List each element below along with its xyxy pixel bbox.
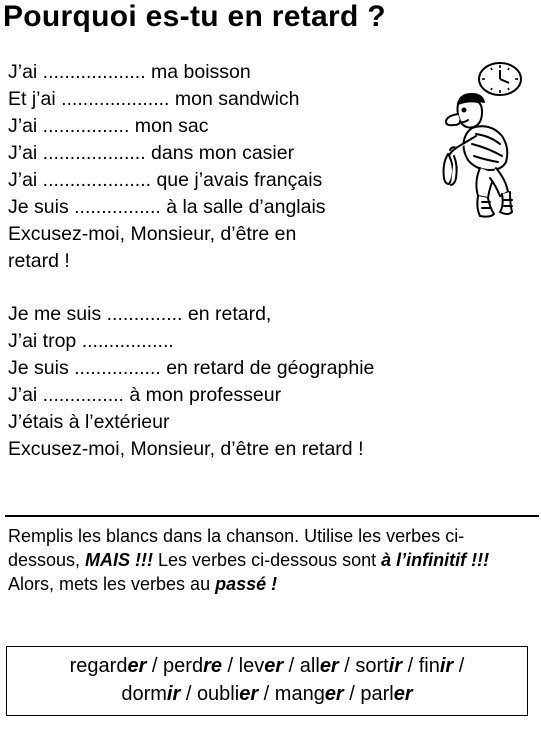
instructions-infinitif: à l’infinitif !!!	[381, 550, 490, 570]
verb-item: sortir	[355, 655, 403, 677]
lyric-line: J’ai trop .................	[8, 330, 174, 352]
lyric-line: J’ai ............... à mon professeur	[8, 384, 282, 406]
lyric-line: Je suis ................ en retard de géographie	[8, 357, 375, 379]
late-student-illustration	[428, 84, 536, 224]
instructions-text: Alors, mets les verbes au	[8, 574, 216, 594]
verb-item: dormir	[121, 683, 181, 705]
verb-item: perdre	[163, 655, 222, 677]
lyric-line: Excusez-moi, Monsieur, d’être en retard !	[8, 438, 364, 460]
verb-item: regarder	[69, 655, 147, 677]
verb-item: manger	[274, 683, 344, 705]
lyric-line: J’étais à l’extérieur	[8, 411, 170, 433]
verb-line-1: regarder / perdre / lever / aller / sortir / finir /	[69, 655, 465, 677]
lyric-line: J’ai ................... ma boisson	[8, 61, 251, 83]
verb-list-box	[6, 646, 528, 716]
page-title: Pourquoi es-tu en retard ?	[3, 0, 386, 33]
lyric-line: retard !	[8, 250, 70, 272]
verb-line-2: dormir / oublier / manger / parler	[121, 683, 413, 705]
section-divider	[5, 515, 539, 517]
instructions-passe: passé !	[215, 574, 278, 594]
verb-item: finir	[418, 655, 454, 677]
lyric-line: Je suis ................ à la salle d’anglais	[8, 196, 326, 218]
lyric-line: J’ai ................... dans mon casier	[8, 142, 295, 164]
lyric-line: Et j’ai .................... mon sandwich	[8, 88, 300, 110]
verb-item: oublier	[196, 683, 259, 705]
verb-item: parler	[360, 683, 413, 705]
instructions-text: Les verbes ci-dessous sont	[153, 550, 382, 570]
lyric-line: J’ai .................... que j’avais français	[8, 169, 323, 191]
instructions	[8, 524, 533, 596]
instructions-text: Remplis les blancs dans la chanson. Utilise les verbes ci-dessous,	[8, 526, 465, 570]
verb-item: aller	[299, 655, 339, 677]
lyric-line: J’ai ................ mon sac	[8, 115, 209, 137]
lyric-line: Excusez-moi, Monsieur, d’être en	[8, 223, 297, 245]
verb-item: lever	[238, 655, 284, 677]
instructions-mais: MAIS !!!	[85, 550, 154, 570]
lyric-line: Je me suis .............. en retard,	[8, 303, 272, 325]
